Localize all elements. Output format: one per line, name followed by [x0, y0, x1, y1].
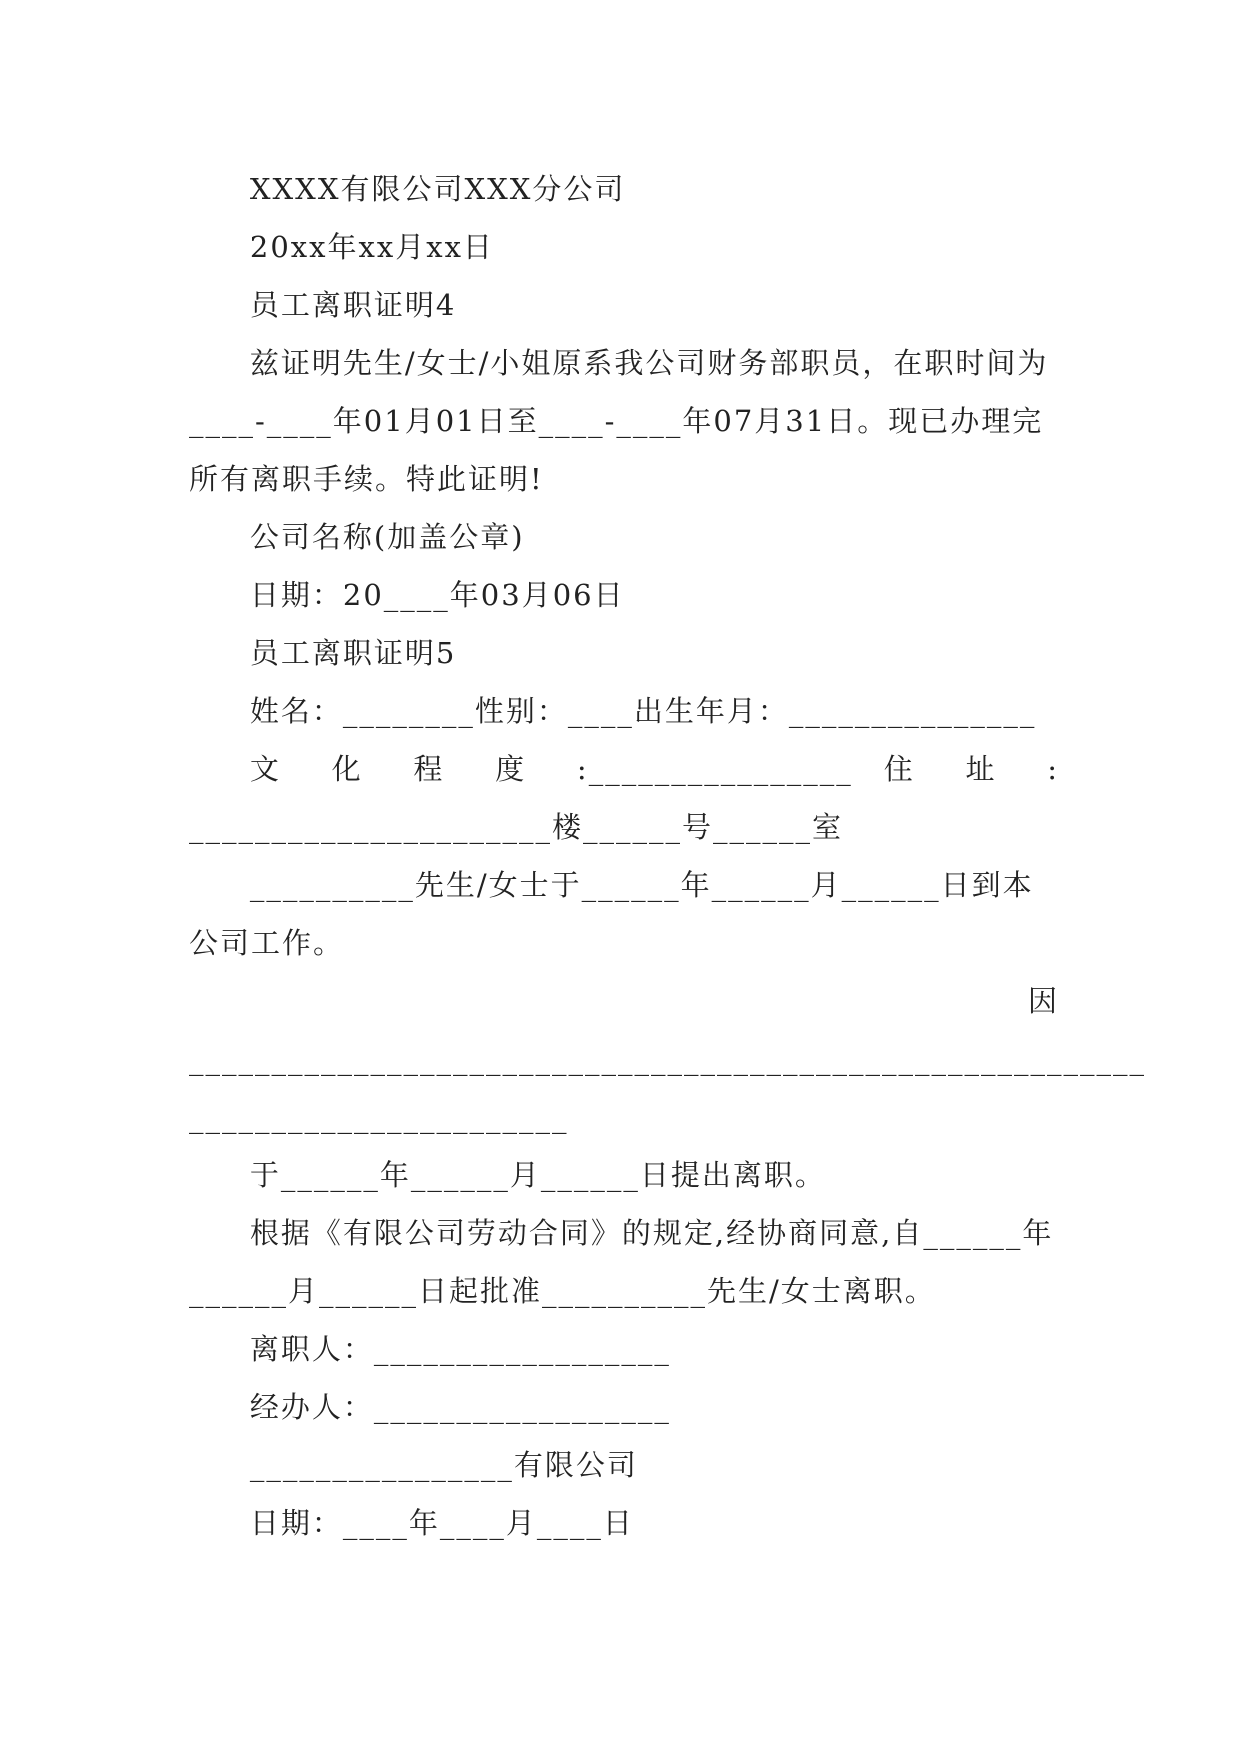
section-title-5: 员工离职证明5	[249, 636, 457, 670]
document-body	[189, 160, 1146, 1552]
reason-blank-line-2: _______________________	[189, 1100, 569, 1134]
name-gender-birth-line: 姓名：________性别：____出生年月：_______________	[249, 694, 1037, 728]
resignation-date-line: 于______年______月______日提出离职。	[249, 1158, 826, 1192]
resignee-signature-line: 离职人：__________________	[249, 1332, 671, 1366]
date-line: 20xx年xx月xx日	[249, 230, 494, 264]
education-address-line: 文 化 程 度 :________________ 住 址 :	[249, 752, 1059, 786]
handler-signature-line: 经办人：__________________	[249, 1390, 671, 1424]
company-seal-line: 公司名称(加盖公章)	[249, 520, 525, 554]
company-name-blank-line: ________________有限公司	[249, 1448, 638, 1482]
reason-blank-line-1: __________________________________________________________	[189, 1042, 1146, 1076]
company-name-line: XXXX有限公司XXX分公司	[249, 172, 626, 206]
contract-approval-paragraph: 根据《有限公司劳动合同》的规定,经协商同意,自______年______月______日起批准__________先生/女士离职。	[189, 1216, 1054, 1308]
address-detail-line: ______________________楼______号______室	[189, 810, 844, 844]
section-title-4: 员工离职证明4	[249, 288, 457, 322]
certification-paragraph: 兹证明先生/女士/小姐原系我公司财务部职员，在职时间为____-____年01月01日至____-____年07月31日。现已办理完所有离职手续。特此证明!	[189, 346, 1049, 496]
employment-start-paragraph: __________先生/女士于______年______月______日到本公司工作。	[189, 868, 1034, 960]
date-line-2: 日期：20____年03月06日	[249, 578, 625, 612]
reason-label: 因	[1027, 984, 1059, 1018]
final-date-line: 日期：____年____月____日	[249, 1506, 634, 1540]
